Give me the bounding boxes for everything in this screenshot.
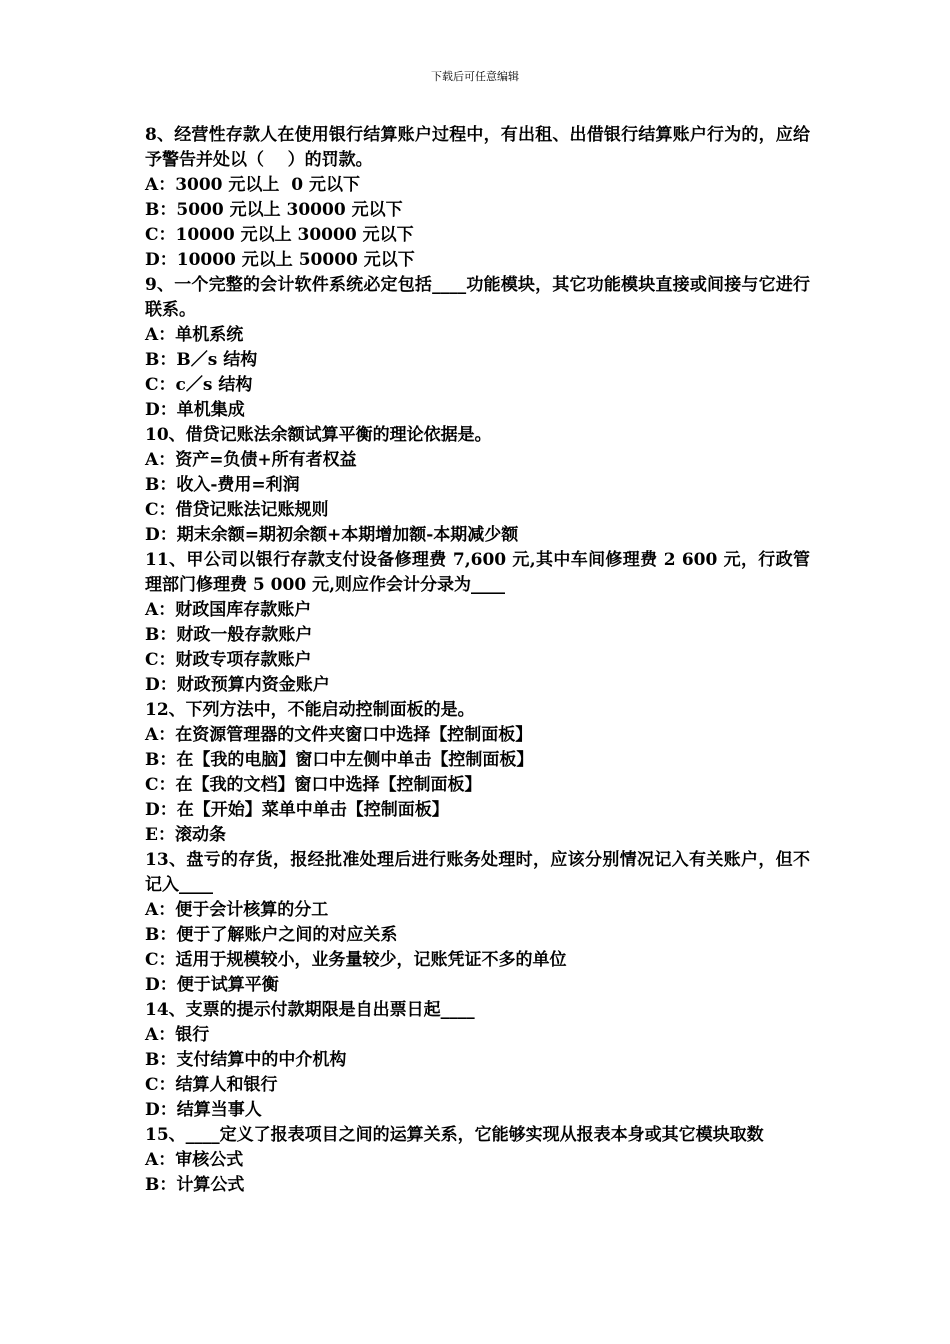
option-c: C：c／s 结构: [145, 375, 253, 395]
option-d: D：在【开始】菜单中单击【控制面板】: [145, 800, 449, 820]
question-stem: 14、支票的提示付款期限是自出票日起____: [145, 1000, 475, 1020]
document-body: [145, 123, 810, 1198]
question-10: [145, 423, 810, 548]
option-c: C：10000 元以上 30000 元以下: [145, 225, 414, 245]
question-stem: 9、一个完整的会计软件系统必定包括____功能模块，其它功能模块直接或间接与它进行联系。: [145, 275, 810, 320]
option-d: D：便于试算平衡: [145, 975, 279, 995]
option-d: D：单机集成: [145, 400, 245, 420]
option-c: C：在【我的文档】窗口中选择【控制面板】: [145, 775, 482, 795]
option-c: C：结算人和银行: [145, 1075, 278, 1095]
option-d: D：期末余额=期初余额+本期增加额-本期减少额: [145, 525, 519, 545]
option-d: D：财政预算内资金账户: [145, 675, 330, 695]
option-a: A：在资源管理器的文件夹窗口中选择【控制面板】: [145, 725, 533, 745]
option-a: A：审核公式: [145, 1150, 244, 1170]
question-stem: 15、____定义了报表项目之间的运算关系，它能够实现从报表本身或其它模块取数: [145, 1125, 764, 1145]
option-d: D：10000 元以上 50000 元以下: [145, 250, 415, 270]
option-a: A：资产=负债+所有者权益: [145, 450, 357, 470]
question-stem: 10、借贷记账法余额试算平衡的理论依据是。: [145, 425, 492, 445]
option-b: B：收入-费用=利润: [145, 475, 300, 495]
page-header: 下载后可任意编辑: [431, 70, 519, 83]
question-stem: 13、盘亏的存货，报经批准处理后进行账务处理时，应该分别情况记入有关账户，但不记入____: [145, 850, 810, 895]
question-12: [145, 698, 810, 848]
question-11: [145, 548, 810, 698]
question-15: [145, 1123, 810, 1198]
option-b: B：便于了解账户之间的对应关系: [145, 925, 398, 945]
option-a: A：便于会计核算的分工: [145, 900, 329, 920]
option-a: A：银行: [145, 1025, 210, 1045]
option-c: C：财政专项存款账户: [145, 650, 312, 670]
option-b: B：计算公式: [145, 1175, 245, 1195]
option-a: A：3000 元以上 0 元以下: [145, 175, 361, 195]
question-8: [145, 123, 810, 273]
option-d: D：结算当事人: [145, 1100, 262, 1120]
question-stem: 8、经营性存款人在使用银行结算账户过程中，有出租、出借银行结算账户行为的，应给予警告并处以（ ）的罚款。: [145, 125, 810, 170]
option-e: E：滚动条: [145, 825, 226, 845]
option-b: B：财政一般存款账户: [145, 625, 313, 645]
question-13: [145, 848, 810, 998]
question-stem: 12、下列方法中，不能启动控制面板的是。: [145, 700, 475, 720]
option-b: B：5000 元以上 30000 元以下: [145, 200, 403, 220]
option-b: B：支付结算中的中介机构: [145, 1050, 347, 1070]
option-a: A：财政国库存款账户: [145, 600, 312, 620]
question-14: [145, 998, 810, 1123]
option-b: B：B／s 结构: [145, 350, 258, 370]
question-stem: 11、甲公司以银行存款支付设备修理费 7,600 元,其中车间修理费 2 600 元，行政管理部门修理费 5 000 元,则应作会计分录为____: [145, 550, 810, 595]
option-a: A：单机系统: [145, 325, 244, 345]
option-c: C：借贷记账法记账规则: [145, 500, 329, 520]
question-9: [145, 273, 810, 423]
option-b: B：在【我的电脑】窗口中左侧中单击【控制面板】: [145, 750, 534, 770]
option-c: C：适用于规模较小，业务量较少，记账凭证不多的单位: [145, 950, 567, 970]
